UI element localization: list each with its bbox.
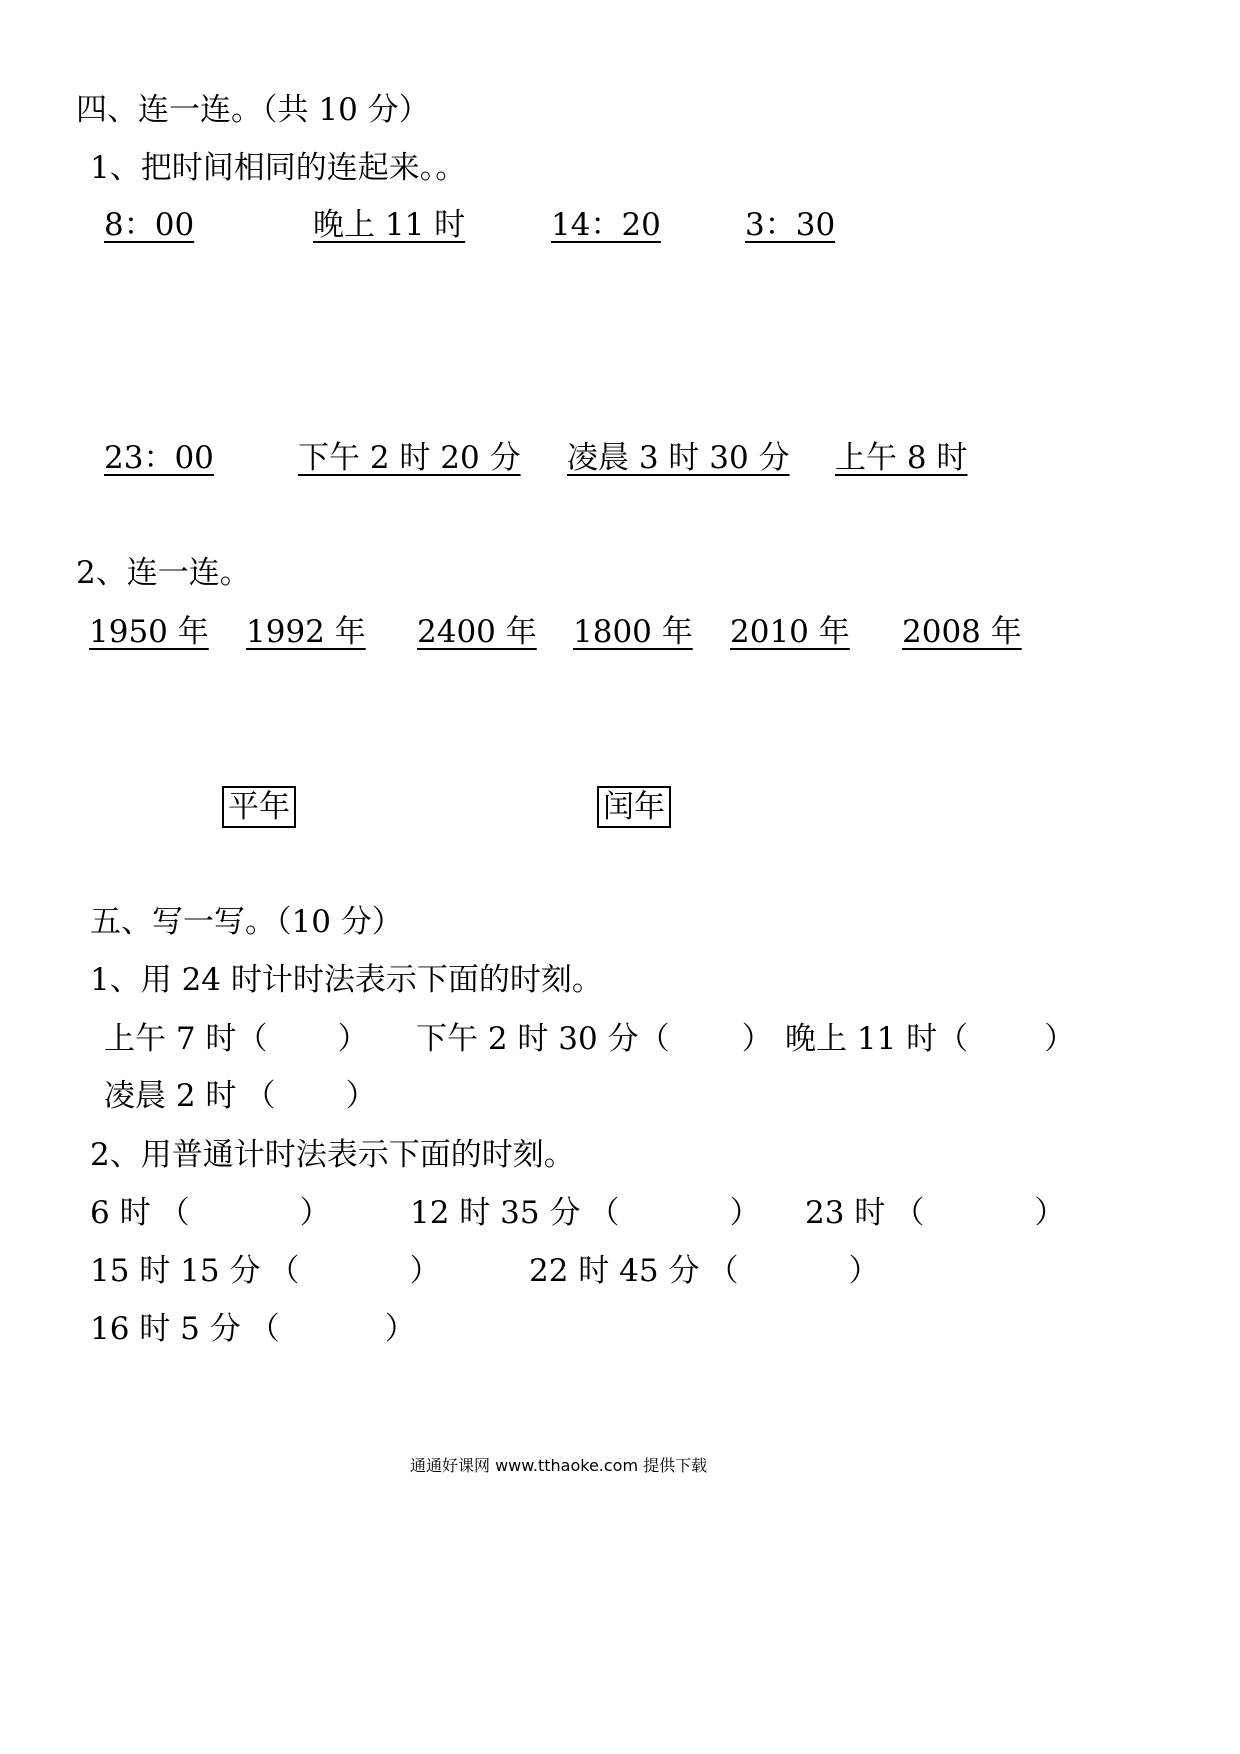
match-bottom-item: 23：00 <box>104 440 214 476</box>
fill-item-label: 晚上 11 时 <box>785 1021 938 1057</box>
year-item: 1950 年 <box>89 614 209 650</box>
section5-heading: 五、写一写。（10 分） <box>90 904 403 940</box>
fill-item <box>785 1019 1075 1059</box>
close-paren: ） <box>409 1253 441 1289</box>
close-paren: ） <box>729 1195 761 1231</box>
close-paren: ） <box>345 1078 377 1114</box>
year-item: 2010 年 <box>730 614 850 650</box>
s5-q1-prompt: 1、用 24 时计时法表示下面的时刻。 <box>90 962 603 998</box>
open-paren: （ <box>248 1311 280 1347</box>
close-paren: ） <box>1034 1195 1066 1231</box>
footer-credit: 通通好课网 www.tthaoke.com 提供下载 <box>410 1456 708 1475</box>
fill-item-label: 下午 2 时 30 分 <box>416 1021 639 1057</box>
fill-item <box>104 1019 368 1059</box>
q2-prompt: 2、连一连。 <box>76 555 251 591</box>
open-paren: （ <box>244 1078 276 1114</box>
close-paren: ） <box>1044 1021 1076 1057</box>
fill-item <box>410 1193 760 1233</box>
open-paren: （ <box>638 1021 670 1057</box>
year-item: 1800 年 <box>573 614 693 650</box>
fill-item <box>529 1251 879 1291</box>
fill-item <box>90 1193 331 1233</box>
match-bottom-item: 凌晨 3 时 30 分 <box>567 440 790 476</box>
match-top-item: 3：30 <box>745 207 836 243</box>
fill-item-label: 凌晨 2 时 <box>104 1078 237 1114</box>
year-item: 2008 年 <box>902 614 1022 650</box>
fill-item-label: 16 时 5 分 <box>90 1311 241 1347</box>
fill-item <box>90 1251 440 1291</box>
close-paren: ） <box>384 1311 416 1347</box>
match-top-item: 14：20 <box>551 207 661 243</box>
match-bottom-item: 上午 8 时 <box>835 440 968 476</box>
year-item: 2400 年 <box>417 614 537 650</box>
open-paren: （ <box>893 1195 925 1231</box>
fill-item-label: 12 时 35 分 <box>410 1195 581 1231</box>
close-paren: ） <box>337 1021 369 1057</box>
fill-item-label: 上午 7 时 <box>104 1021 237 1057</box>
fill-item <box>416 1019 773 1059</box>
open-paren: （ <box>158 1195 190 1231</box>
leap-year-box: 闰年 <box>597 786 671 828</box>
open-paren: （ <box>236 1021 268 1057</box>
fill-item <box>805 1193 1065 1233</box>
open-paren: （ <box>588 1195 620 1231</box>
common-year-box: 平年 <box>222 786 296 828</box>
match-top-item: 晚上 11 时 <box>313 207 466 243</box>
close-paren: ） <box>848 1253 880 1289</box>
close-paren: ） <box>299 1195 331 1231</box>
fill-item-label: 15 时 15 分 <box>90 1253 261 1289</box>
q1-prompt: 1、把时间相同的连起来。。 <box>90 150 467 186</box>
fill-item-label: 23 时 <box>805 1195 886 1231</box>
match-bottom-item: 下午 2 时 20 分 <box>298 440 521 476</box>
close-paren: ） <box>741 1021 773 1057</box>
section4-heading: 四、连一连。（共 10 分） <box>76 92 430 128</box>
fill-item-label: 22 时 45 分 <box>529 1253 700 1289</box>
fill-item-label: 6 时 <box>90 1195 151 1231</box>
open-paren: （ <box>268 1253 300 1289</box>
match-top-item: 8：00 <box>104 207 195 243</box>
fill-item <box>104 1076 376 1116</box>
fill-item <box>90 1309 416 1349</box>
year-item: 1992 年 <box>246 614 366 650</box>
open-paren: （ <box>937 1021 969 1057</box>
s5-q2-prompt: 2、用普通计时法表示下面的时刻。 <box>90 1137 575 1173</box>
open-paren: （ <box>707 1253 739 1289</box>
